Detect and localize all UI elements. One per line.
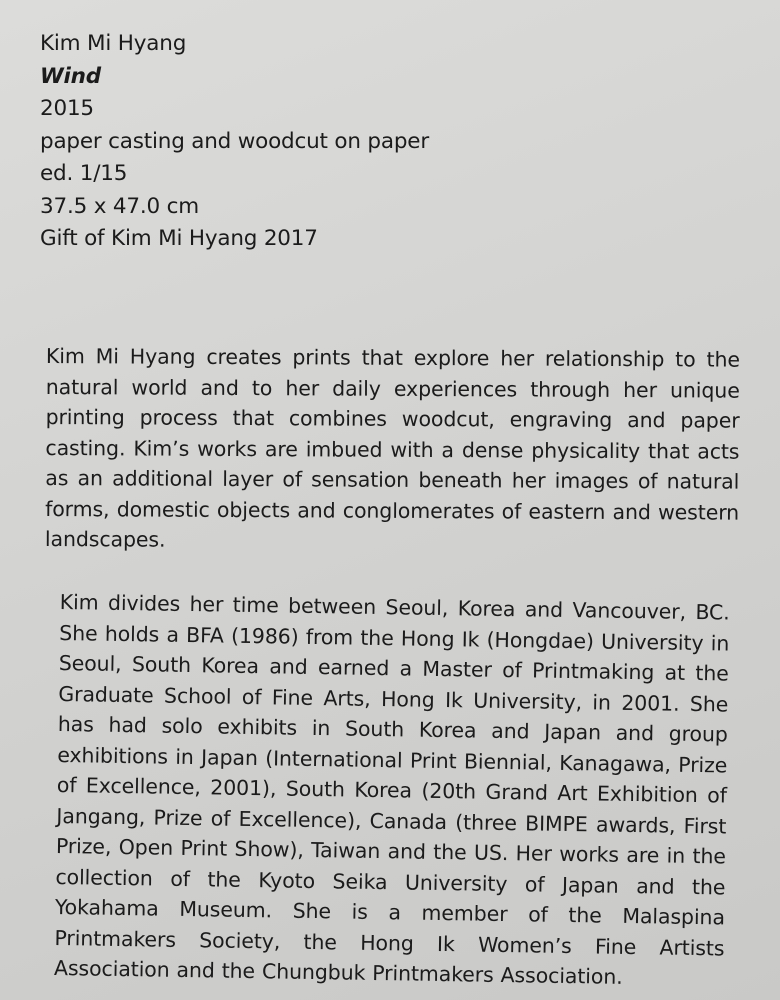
artwork-details bbox=[40, 28, 740, 256]
artwork-medium: paper casting and woodcut on paper bbox=[40, 128, 429, 154]
artwork-edition: ed. 1/15 bbox=[40, 161, 128, 186]
artist-name: Kim Mi Hyang bbox=[40, 31, 187, 56]
description-paragraph-2: Kim divides her time between Seoul, Korea and Vancouver, BC. She holds a BFA (1986) from the Hong Ik (Hongdae) University in Seoul, South Korea and earned a Master of Printmaking at the Graduate School of Fine Arts, Hong Ik University, in 2001. She has had solo exhibits in South Korea and Japan and group exhibitions in Japan (International Print Biennial, Kanagawa, Prize of Excellence, 2001), South Korea (20th Grand Art Exhibition of Jangang, Prize of Excellence), Canada (three BIMPE awards, First Prize, Open Print Show), Taiwan and the US. Her works are in the collection of the Kyoto Seika University of Japan and the Yokahama Museum. She is a member of the Malaspina Printmakers Society, the Hong Ik Women’s Fine Artists Association and the Chungbuk Printmakers Association. bbox=[53, 589, 730, 989]
artwork-year: 2015 bbox=[40, 96, 94, 121]
artwork-dimensions: 37.5 x 47.0 cm bbox=[40, 193, 199, 219]
description-paragraph-1: Kim Mi Hyang creates prints that explore her relationship to the natural world and to her daily experiences through her unique printing process that combines woodcut, engraving and paper casting. Kim’s works are imbued with a dense physicality that acts as an additional layer of sensation beneath her images of natural forms, domestic objects and conglomerates of eastern and western landscapes. bbox=[44, 343, 740, 552]
artwork-credit-line: Gift of Kim Mi Hyang 2017 bbox=[40, 226, 318, 251]
artwork-title: Wind bbox=[40, 63, 101, 89]
